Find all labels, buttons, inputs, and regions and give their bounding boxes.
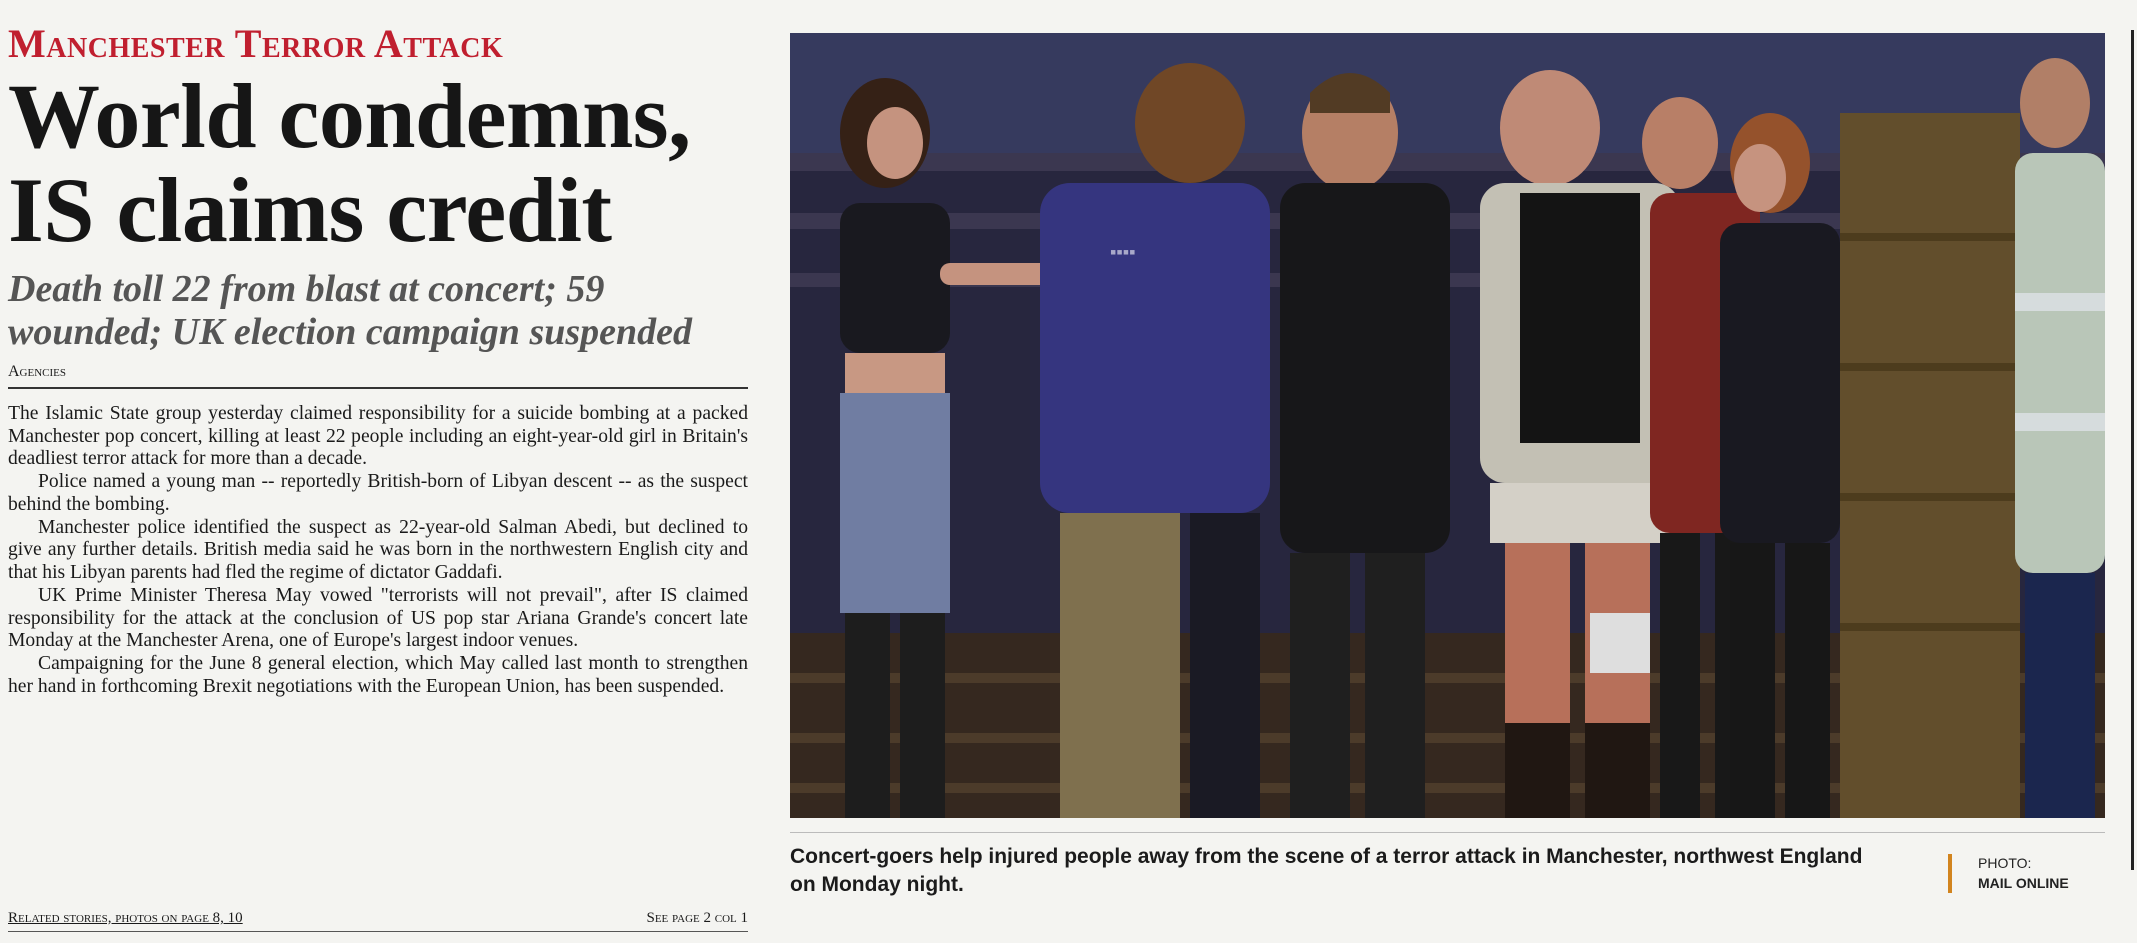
paragraph: Manchester police identified the suspect as 22-year-old Salman Abedi, but declined to give any further details. British media said he was born in the northwestern English city and that his Libyan parents had fled the regime of dictator Gaddafi. xyxy=(8,516,748,584)
subheadline: Death toll 22 from blast at concert; 59 wounded; UK election campaign suspended xyxy=(8,267,693,354)
continued-jump: See page 2 col 1 xyxy=(646,910,748,926)
photo-credit xyxy=(1948,854,2069,893)
headline-line-1: World condemns, xyxy=(8,65,691,167)
photo-credit-label: PHOTO: xyxy=(1978,855,2032,871)
photo-caption: Concert-goers help injured people away from the scene of a terror attack in Manchester, northwest England on Monday night. xyxy=(790,845,1863,897)
headline-line-2: IS claims credit xyxy=(8,158,612,261)
headline xyxy=(8,65,748,261)
article-footer xyxy=(8,910,748,932)
photo-divider xyxy=(790,832,2105,833)
photo-credit-source: MAIL ONLINE xyxy=(1978,874,2069,891)
svg-text:▪▪▪▪: ▪▪▪▪ xyxy=(1110,242,1136,262)
related-stories-link[interactable]: Related stories, photos on page 8, 10 xyxy=(8,910,243,926)
paragraph: UK Prime Minister Theresa May vowed "terrorists will not prevail", after IS claimed responsibility for the attack at the conclusion of US pop star Ariana Grande's concert late Monday at the Manchester Arena, one of Europe's largest indoor venues. xyxy=(8,584,748,652)
paragraph: The Islamic State group yesterday claimed responsibility for a suicide bombing at a packed Manchester pop concert, killing at least 22 people including an eight-year-old girl in Britain's deadliest terror attack for more than a decade. xyxy=(8,403,748,470)
article-column xyxy=(8,22,748,698)
byline: Agencies xyxy=(8,363,748,389)
paragraph: Campaigning for the June 8 general election, which May called last month to strengthen her hand in forthcoming Brexit negotiations with the European Union, has been suspended. xyxy=(8,652,748,697)
article-body xyxy=(8,403,748,698)
paragraph: Police named a young man -- reportedly British-born of Libyan descent -- as the suspect behind the bombing. xyxy=(8,471,748,515)
news-photo xyxy=(790,33,2105,818)
photo-illustration xyxy=(790,33,2105,818)
page-edge-rule xyxy=(2131,30,2134,870)
section-kicker: Manchester Terror Attack xyxy=(8,21,504,66)
